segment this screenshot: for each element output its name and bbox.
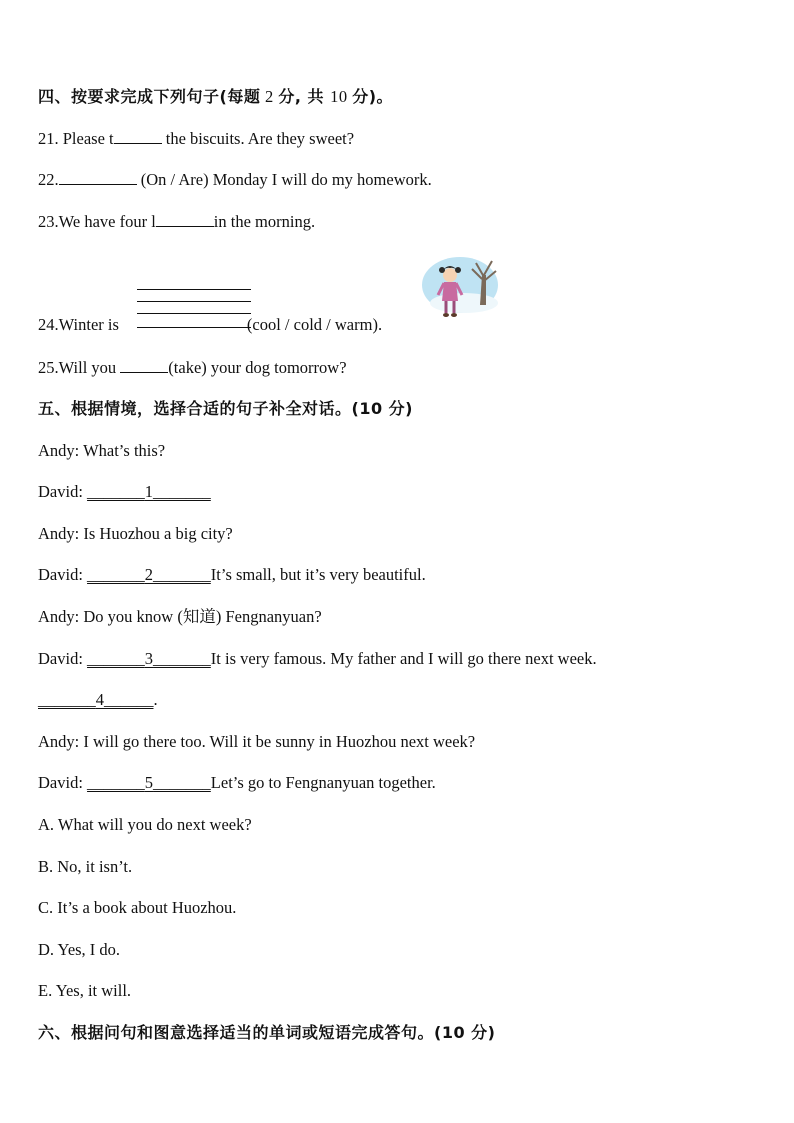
question-text: . Please t bbox=[54, 129, 114, 148]
section-5-heading-text: 五、根据情境，选择合适的句子补全对话。(10 分) bbox=[38, 399, 413, 418]
answer-blank-1[interactable] bbox=[87, 482, 211, 502]
speaker-name: Andy: bbox=[38, 441, 80, 460]
dialogue-line bbox=[38, 690, 158, 710]
option-text: E. Yes, it will. bbox=[38, 981, 132, 1000]
option-text: B. No, it isn’t. bbox=[38, 857, 133, 876]
dialogue-text: Is Huozhou a big city? bbox=[79, 524, 233, 543]
option-text: D. Yes, I do. bbox=[38, 940, 121, 959]
blank-number: 3 bbox=[144, 649, 154, 668]
option-b bbox=[38, 857, 132, 877]
writing-line bbox=[137, 301, 251, 302]
question-text: (On / Are) Monday I will do my homework. bbox=[136, 170, 432, 189]
speaker-name: Andy: bbox=[38, 524, 80, 543]
question-24 bbox=[38, 315, 382, 335]
question-number: 22. bbox=[38, 170, 59, 189]
section-4-heading-text: 四、按要求完成下列句子(每题 bbox=[38, 87, 261, 106]
blank-right: _______ bbox=[153, 482, 211, 501]
question-text: .We have four l bbox=[54, 212, 156, 231]
dialogue-text: Let’s go to Fengnanyuan together. bbox=[210, 773, 436, 792]
section-4-heading-total: 10 bbox=[330, 87, 353, 106]
dialogue-line bbox=[38, 565, 426, 585]
question-text: .Will you bbox=[54, 358, 121, 377]
section-6-heading-text: 六、根据问句和图意选择适当的单词或短语完成答句。(10 分) bbox=[38, 1023, 496, 1042]
question-text: in the morning. bbox=[213, 212, 316, 231]
blank-end-punctuation: . bbox=[153, 690, 158, 709]
option-e bbox=[38, 981, 131, 1001]
dialogue-text: Do you know (知道) Fengnanyuan? bbox=[79, 607, 322, 626]
blank-right: ______ bbox=[104, 690, 154, 709]
dialogue-line bbox=[38, 607, 322, 627]
section-4-heading-points: 2 bbox=[260, 87, 279, 106]
answer-blank-2[interactable] bbox=[87, 565, 211, 585]
dialogue-line bbox=[38, 441, 165, 461]
answer-blank[interactable] bbox=[120, 358, 168, 373]
answer-blank-3[interactable] bbox=[87, 649, 211, 669]
blank-number: 1 bbox=[144, 482, 154, 501]
option-d bbox=[38, 940, 120, 960]
blank-right: _______ bbox=[153, 649, 211, 668]
section-6-heading bbox=[38, 1023, 495, 1043]
question-21 bbox=[38, 129, 354, 149]
section-4-heading bbox=[38, 87, 393, 107]
dialogue-text: It’s small, but it’s very beautiful. bbox=[210, 565, 426, 584]
blank-left: _______ bbox=[87, 482, 145, 501]
blank-right: _______ bbox=[153, 565, 211, 584]
dialogue-line bbox=[38, 649, 597, 669]
question-text: (take) your dog tomorrow? bbox=[168, 358, 347, 377]
option-a bbox=[38, 815, 252, 835]
option-text: C. It’s a book about Huozhou. bbox=[38, 898, 237, 917]
question-25 bbox=[38, 358, 347, 378]
blank-left: _______ bbox=[38, 690, 96, 709]
dialogue-text: I will go there too. Will it be sunny in Huozhou next week? bbox=[79, 732, 476, 751]
question-22 bbox=[38, 170, 432, 190]
speaker-name: David: bbox=[38, 565, 83, 584]
blank-number: 4 bbox=[95, 690, 104, 709]
question-23 bbox=[38, 212, 315, 232]
speaker-name: David: bbox=[38, 649, 83, 668]
blank-right: _______ bbox=[153, 773, 211, 792]
blank-left: _______ bbox=[87, 773, 145, 792]
speaker-name: David: bbox=[38, 773, 83, 792]
dialogue-line bbox=[38, 524, 233, 544]
blank-number: 2 bbox=[144, 565, 154, 584]
section-5-heading bbox=[38, 399, 413, 419]
option-text: A. What will you do next week? bbox=[38, 815, 252, 834]
section-4-heading-end: 分)。 bbox=[352, 87, 394, 106]
speaker-name: Andy: bbox=[38, 607, 80, 626]
blank-left: _______ bbox=[87, 649, 145, 668]
blank-left: _______ bbox=[87, 565, 145, 584]
dialogue-line bbox=[38, 732, 475, 752]
writing-line bbox=[137, 289, 251, 290]
blank-number: 5 bbox=[144, 773, 154, 792]
answer-blank[interactable] bbox=[59, 170, 137, 185]
speaker-name: David: bbox=[38, 482, 83, 501]
question-number: 23 bbox=[38, 212, 55, 231]
question-text: (cool / cold / warm). bbox=[246, 315, 383, 334]
question-text: .Winter is bbox=[54, 315, 119, 334]
question-number: 25 bbox=[38, 358, 55, 377]
section-4-heading-total-label: 共 bbox=[301, 87, 331, 106]
question-number: 24 bbox=[38, 315, 55, 334]
answer-blank-4[interactable] bbox=[38, 690, 154, 710]
dialogue-text: It is very famous. My father and I will go there next week. bbox=[210, 649, 597, 668]
answer-blank[interactable] bbox=[114, 129, 162, 144]
question-number: 21 bbox=[38, 129, 55, 148]
option-c bbox=[38, 898, 236, 918]
winter-girl-picture bbox=[420, 255, 500, 321]
dialogue-line bbox=[38, 482, 211, 502]
writing-line bbox=[137, 313, 251, 314]
section-4-heading-unit: 分, bbox=[278, 87, 302, 106]
dialogue-line bbox=[38, 773, 436, 793]
answer-blank-5[interactable] bbox=[87, 773, 211, 793]
question-text: the biscuits. Are they sweet? bbox=[161, 129, 355, 148]
answer-blank[interactable] bbox=[156, 212, 214, 227]
speaker-name: Andy: bbox=[38, 732, 80, 751]
dialogue-text: What’s this? bbox=[79, 441, 166, 460]
